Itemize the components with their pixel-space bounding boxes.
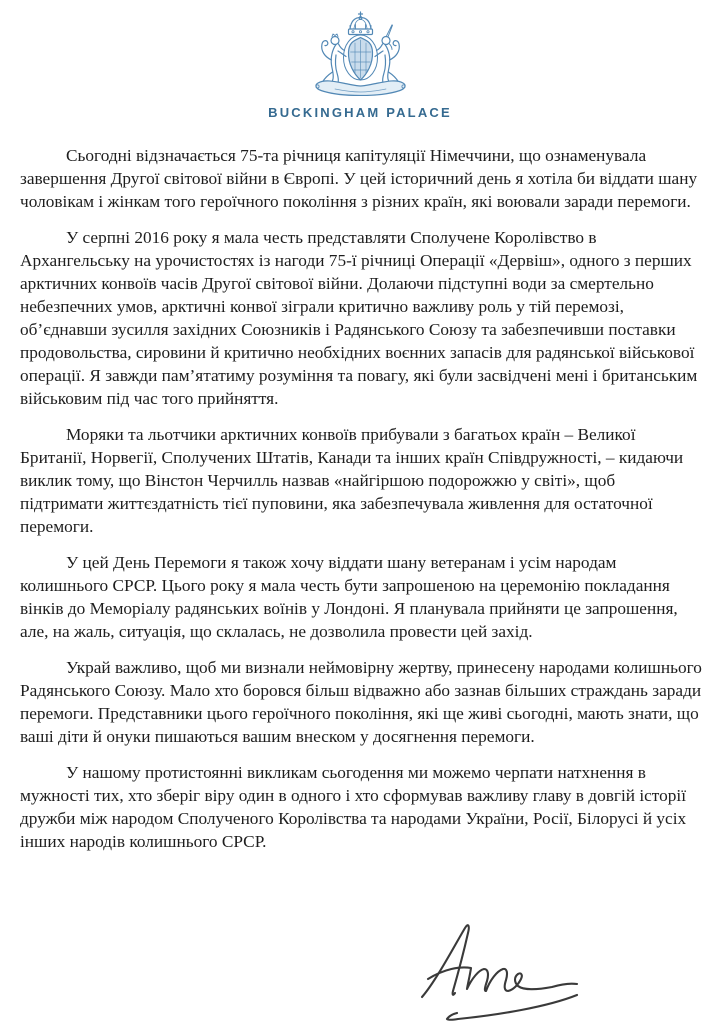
shield-icon [344, 35, 378, 80]
paragraph-2: У серпні 2016 року я мала честь представляти Сполучене Королівство в Архангельську на урочистостях із нагоди 75-ї річниці Операції «Дервіш», одного з перших арктичних конвоїв часів Другої світової війни. Долаючи підступні води за смертельно небезпечних умов, арктичні конвої зіграли критично важливу роль у тій перемозі, об’єднавши зусилля західних Союзників і Радянського Союзу та забезпечивши поставки продовольства, сировини й критично необхідних воєнних запасів для радянської військової операції. Я завжди пам’ятатиму розуміння та повагу, які були засвідчені мені і британським військовим під час того прийняття. [20, 228, 698, 408]
paragraph-6: У нашому протистоянні викликам сьогодення ми можемо черпати натхнення в мужності тих, хто зберіг віру один в одного і хто сформував важливу главу в довгій історії дружби між народом Сполученого Королівства та народами України, Росії, Білорусі й усіх інших народів колишнього СРСР. [20, 763, 687, 851]
royal-coat-of-arms-icon [303, 10, 417, 96]
paragraph-4: У цей День Перемоги я також хочу віддати шану ветеранам і усім народам колишнього СРСР. Цього року я мала честь бути запрошеною на церемонію покладання вінків до Меморіалу радянських воїнів у Лондоні. Я планувала прийняти це запрошення, але, на жаль, ситуація, що склалась, не дозволила провести цей захід. [20, 553, 678, 641]
org-name: BUCKINGHAM PALACE [268, 105, 452, 120]
unicorn-supporter-icon [375, 25, 399, 85]
lion-supporter-icon [322, 34, 346, 85]
letter-body [0, 120, 720, 853]
paragraph-5: Украй важливо, щоб ми визнали неймовірну жертву, принесену народами колишнього Радянського Союзу. Мало хто боровся більш відважно або зазнав більших страждань заради перемоги. Представники цього героїчного покоління, які ще живі сьогодні, мають знати, що ваші діти й онуки пишаються вашим внеском у досягнення перемоги. [20, 658, 702, 746]
letterhead [0, 0, 720, 120]
crown-icon [349, 12, 373, 35]
paragraph-1: Сьогодні відзначається 75-та річниця капітуляції Німеччини, що ознаменувала завершення Другої світової війни в Європі. У цей історичний день я хотіла би віддати шану чоловікам і жінкам того героїчного покоління з різних країн, які воювали заради перемоги. [20, 146, 698, 211]
compartment-scroll-icon [316, 81, 405, 96]
paragraph-3: Моряки та льотчики арктичних конвоїв прибували з багатьох країн – Великої Британії, Норвегії, Сполучених Штатів, Канади та інших країн Співдружності, – кидаючи виклик тому, що Вінстон Черчилль назвав «найгіршою подорожжю у світі», щоб підтримати життєздатність тієї пуповини, яка забезпечувала живлення для остаточної перемоги. [20, 425, 684, 536]
handwritten-signature-icon [412, 921, 604, 1021]
